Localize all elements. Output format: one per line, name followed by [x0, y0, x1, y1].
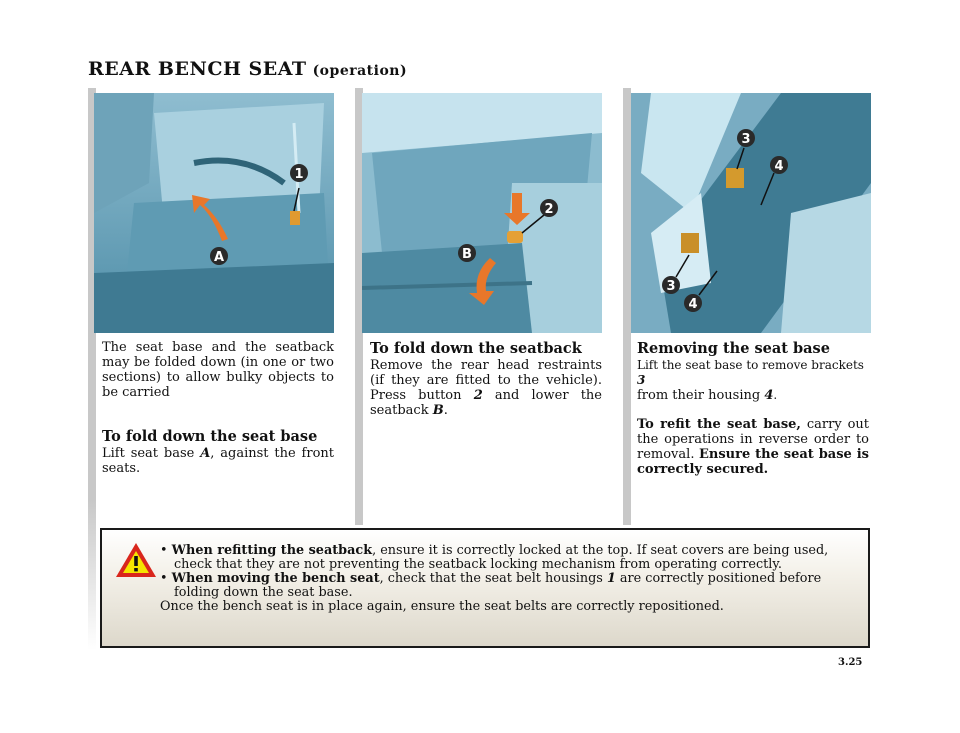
column-3: [637, 340, 869, 477]
intro-paragraph: The seat base and the seatback may be folded down (in one or two sections) to allow bulky objects to be carried: [102, 340, 334, 400]
remove-seat-base-text: Lift the seat base to remove brackets 3 from their housing 4.: [637, 358, 864, 403]
callout-4-top: 4: [774, 159, 784, 174]
warning-box: [100, 528, 870, 648]
warning-triangle-icon: [114, 540, 158, 580]
photo-seatback: [362, 93, 602, 333]
warning-item-moving: • When moving the bench seat, check that the seat belt housings 1 are correctly positioned before folding down the seat base.: [160, 571, 822, 600]
column-bar-left-fade: [88, 500, 96, 650]
callout-B: B: [462, 247, 472, 262]
callout-2: 2: [544, 202, 554, 217]
photo-seat-base: [94, 93, 334, 333]
photo-seat-base-removal: [631, 93, 871, 333]
page-title-main: REAR BENCH SEAT: [88, 58, 307, 80]
callout-3-bottom: 3: [666, 279, 676, 294]
column-bar-right: [623, 88, 631, 525]
callout-A: A: [213, 250, 225, 265]
column-2: [370, 340, 602, 418]
callout-4-bottom: 4: [688, 297, 698, 312]
heading-fold-seat-base: To fold down the seat base: [102, 428, 318, 445]
page-title: [88, 58, 407, 80]
warning-item-refitting: • When refitting the seatback, ensure it is correctly locked at the top. If seat covers are being used, check that they are not preventing the seatback locking mechanism from operating correctly.: [160, 543, 829, 572]
warning-closing: Once the bench seat is in place again, ensure the seat belts are correctly repositioned.: [160, 599, 724, 614]
page-title-subtitle: (operation): [312, 63, 408, 79]
column-1: [102, 340, 334, 476]
heading-remove-seat-base: Removing the seat base: [637, 340, 830, 357]
warning-text: [160, 544, 840, 614]
heading-fold-seatback: To fold down the seatback: [370, 340, 582, 357]
page-number: 3.25: [838, 657, 863, 668]
fold-seat-base-text: Lift seat base A, against the front seats.: [102, 446, 334, 476]
refit-seat-base-text: To refit the seat base, carry out the operations in reverse order to removal. Ensure the seat base is correctly secured.: [637, 417, 869, 477]
callout-1: 1: [294, 167, 304, 182]
callout-3-top: 3: [741, 132, 751, 147]
fold-seatback-text: Remove the rear head restraints (if they are fitted to the vehicle). Press button 2 and lower the seatback B.: [370, 358, 602, 418]
